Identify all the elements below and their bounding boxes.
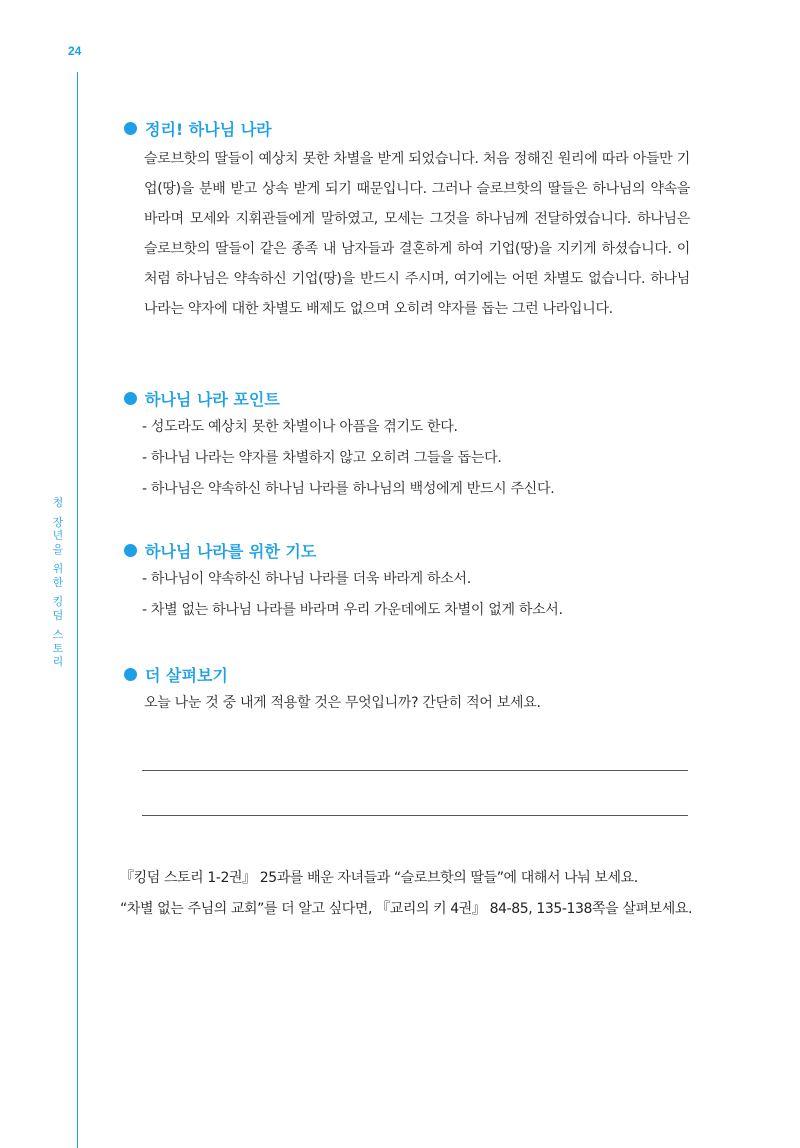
side-title-char: 한 bbox=[52, 575, 64, 589]
more-section bbox=[124, 662, 704, 719]
page-number: 24 bbox=[68, 44, 82, 58]
note-line: “차별 없는 주님의 교회”를 더 알고 싶다면, 『교리의 키 4권』 84-85, 135-138쪽을 살펴보세요. bbox=[120, 901, 693, 917]
bullet-dot-icon bbox=[124, 392, 137, 405]
side-title-char: 위 bbox=[52, 562, 64, 575]
summary-heading bbox=[124, 116, 704, 140]
side-title-char: 킹 bbox=[52, 595, 64, 608]
bullet-dot-icon bbox=[124, 668, 137, 681]
point-item: - 하나님은 약속하신 하나님 나라를 하나님의 백성에게 반드시 주신다. bbox=[142, 481, 555, 497]
side-title-word: 청 bbox=[52, 496, 64, 509]
points-heading-text: 하나님 나라 포인트 bbox=[145, 389, 280, 409]
side-title-char: 년 bbox=[52, 529, 64, 542]
summary-section bbox=[124, 116, 704, 324]
answer-line[interactable] bbox=[142, 815, 688, 816]
side-title bbox=[50, 496, 66, 669]
side-title-char: 을 bbox=[52, 542, 64, 556]
answer-line[interactable] bbox=[142, 770, 688, 771]
point-item: - 성도라도 예상치 못한 차별이나 아픔을 겪기도 한다. bbox=[142, 419, 458, 435]
side-title-word bbox=[53, 628, 64, 669]
points-section bbox=[124, 386, 704, 505]
side-title-char: 리 bbox=[52, 655, 64, 668]
prayer-item: - 하나님이 약속하신 하나님 나라를 더욱 바라게 하소서. bbox=[142, 571, 471, 587]
points-heading bbox=[124, 386, 704, 410]
side-title-word bbox=[53, 516, 64, 557]
side-title-char: 덤 bbox=[52, 608, 64, 622]
more-heading bbox=[124, 662, 704, 686]
prayer-heading-text: 하나님 나라를 위한 기도 bbox=[145, 541, 317, 561]
side-title-word bbox=[53, 562, 64, 589]
point-item: - 하나님 나라는 약자를 차별하지 않고 오히려 그들을 돕는다. bbox=[142, 450, 502, 466]
bullet-dot-icon bbox=[124, 122, 137, 135]
side-title-char: 장 bbox=[52, 515, 64, 529]
summary-heading-text: 정리! 하나님 나라 bbox=[145, 119, 272, 139]
prayer-heading bbox=[124, 538, 704, 562]
note-line: 『킹덤 스토리 1-2권』 25과를 배운 자녀들과 “슬로브핫의 딸들”에 대해서 나눠 보세요. bbox=[120, 870, 638, 886]
side-title-char: 토 bbox=[52, 641, 64, 655]
summary-body: 슬로브핫의 딸들이 예상치 못한 차별을 받게 되었습니다. 처음 정해진 원리에 따라 아들만 기업(땅)을 분배 받고 상속 받게 되기 때문입니다. 그러나 슬로브핫의 딸들은 하나님의 약속을 바라며 모세와 지휘관들에게 말하였고, 모세는 그것을 하나님께 전달하였습니다. 하나님은 슬로브핫의 딸들이 같은 종족 내 남자들과 결혼하게 하여 기업(땅)을 지키게 하셨습니다. 이처럼 하나님은 약속하신 기업(땅)을 반드시 주시며, 여기에는 어떤 차별도 없습니다. 하나님 나라는 약자에 대한 차별도 배제도 없으며 오히려 약자를 돕는 그런 나라입니다. bbox=[144, 151, 690, 317]
side-title-word bbox=[53, 595, 64, 622]
margin-rule bbox=[77, 72, 78, 1148]
bullet-dot-icon bbox=[124, 544, 137, 557]
more-prompt: 오늘 나눈 것 중 내게 적용할 것은 무엇입니까? 간단히 적어 보세요. bbox=[144, 695, 541, 711]
more-heading-text: 더 살펴보기 bbox=[145, 665, 228, 685]
side-title-char: 스 bbox=[52, 628, 64, 641]
prayer-item: - 차별 없는 하나님 나라를 바라며 우리 가운데에도 차별이 없게 하소서. bbox=[142, 602, 563, 618]
prayer-section bbox=[124, 538, 704, 626]
